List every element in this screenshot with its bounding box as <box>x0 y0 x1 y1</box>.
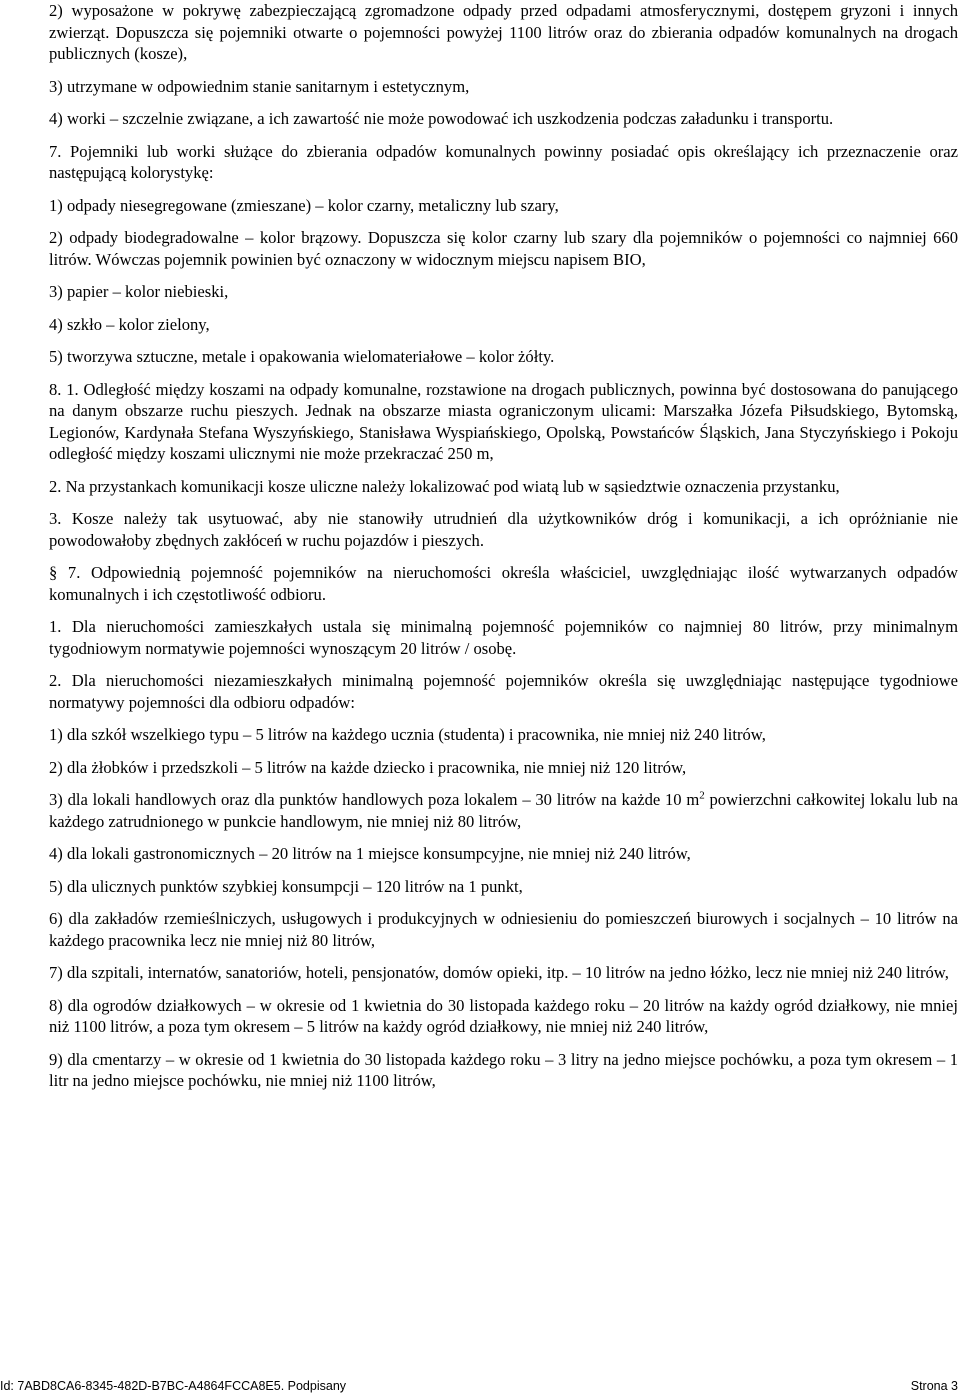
paragraph-section-7-colors: 7. Pojemniki lub worki służące do zbierania odpadów komunalnych powinny posiadać opis określający ich przeznaczenie oraz następującą kolorystykę: <box>49 141 958 182</box>
paragraph-norm-cemeteries: 9) dla cmentarzy – w okresie od 1 kwietnia do 30 listopada każdego roku – 3 litry na jedno miejsce pochówku, a poza tym okresem – 1 litr na jedno miejsce pochówku, nie mniej niż 1100 litrów, <box>49 1049 958 1090</box>
paragraph-item-3-container: 3) utrzymane w odpowiednim stanie sanitarnym i estetycznym, <box>49 76 470 96</box>
paragraph-color-mixed: 1) odpady niesegregowane (zmieszane) – kolor czarny, metaliczny lub szary, <box>49 195 559 215</box>
page-number: Strona 3 <box>910 1379 958 1393</box>
norm-shops-text-after: powierzchni całkowitej lokalu lub na każdego zatrudnionego w punkcie handlowym, nie mniej niż 80 litrów, <box>49 790 958 831</box>
paragraph-norm-schools: 1) dla szkół wszelkiego typu – 5 litrów na każdego ucznia (studenta) i pracownika, nie mniej niż 240 litrów, <box>49 725 766 744</box>
paragraph-section-8-2: 2. Na przystankach komunikacji kosze uliczne należy lokalizować pod wiatą lub w sąsiedztwie oznaczenia przystanku, <box>49 476 840 496</box>
paragraph-capacity-nonresidential: 2. Dla nieruchomości niezamieszkałych minimalną pojemność pojemników określa się uwzględniając następujące tygodniowe normatywy pojemności dla odbioru odpadów: <box>49 671 958 712</box>
paragraph-norm-workshops: 6) dla zakładów rzemieślniczych, usługowych i produkcyjnych w odniesieniu do pomieszczeń biurowych i socjalnych – 10 litrów na każdego pracownika lecz nie mniej niż 80 litrów, <box>49 909 958 950</box>
norm-shops-text-before: 3) dla lokali handlowych oraz dla punktów handlowych poza lokalem – 30 litrów na każde 10 m <box>49 790 700 809</box>
paragraph-color-glass: 4) szkło – kolor zielony, <box>49 314 210 334</box>
paragraph-color-plastic: 5) tworzywa sztuczne, metale i opakowania wielomateriałowe – kolor żółty. <box>49 347 555 366</box>
paragraph-norm-allotments: 8) dla ogrodów działkowych – w okresie od 1 kwietnia do 30 listopada każdego roku – 20 litrów na każdy ogród działkowy, nie mniej niż 1100 litrów, a poza tym okresem – 5 litrów na każdy ogród działkowy, nie mniej niż 240 litrów, <box>49 995 958 1036</box>
paragraph-section-7-capacity: § 7. Odpowiednią pojemność pojemników na nieruchomości określa właściciel, uwzględniając ilość wytwarzanych odpadów komunalnych i ich częstotliwość odbioru. <box>49 563 958 604</box>
norm-shops-superscript: 2 <box>699 789 705 802</box>
paragraph-capacity-residential: 1. Dla nieruchomości zamieszkałych ustala się minimalną pojemność pojemników co najmniej 80 litrów, przy minimalnym tygodniowym normatywie pojemności wynoszącym 20 litrów / osobę. <box>49 617 958 658</box>
paragraph-norm-gastronomy: 4) dla lokali gastronomicznych – 20 litrów na 1 miejsce konsumpcyjne, nie mniej niż 240 litrów, <box>49 844 691 863</box>
paragraph-norm-shops <box>49 789 958 832</box>
paragraph-section-8-3: 3. Kosze należy tak usytuować, aby nie stanowiły utrudnień dla użytkowników dróg i komunikacji, a ich opróżnianie nie powodowałoby zbędnych zakłóceń w ruchu pojazdów i pieszych. <box>49 509 958 550</box>
paragraph-norm-fastfood: 5) dla ulicznych punktów szybkiej konsumpcji – 120 litrów na 1 punkt, <box>49 876 523 896</box>
paragraph-item-4-bags: 4) worki – szczelnie związane, a ich zawartość nie może powodować ich uszkodzenia podczas załadunku i transportu. <box>49 109 834 128</box>
paragraph-item-2-container: 2) wyposażone w pokrywę zabezpieczającą zgromadzone odpady przed odpadami atmosferycznymi, dostępem gryzoni i innych zwierząt. Dopuszcza się pojemniki otwarte o pojemności powyżej 1100 litrów oraz do zbierania odpadów komunalnych na drogach publicznych (kosze), <box>49 1 958 63</box>
paragraph-norm-nurseries: 2) dla żłobków i przedszkoli – 5 litrów na każde dziecko i pracownika, nie mniej niż 120 litrów, <box>49 757 687 777</box>
document-id-signature: Id: 7ABD8CA6-8345-482D-B7BC-A4864FCCA8E5. Podpisany <box>0 1379 347 1393</box>
paragraph-norm-hospitals: 7) dla szpitali, internatów, sanatoriów, hoteli, pensjonatów, domów opieki, itp. – 10 litrów na jedno łóżko, lecz nie mniej niż 240 litrów, <box>49 963 949 982</box>
paragraph-color-bio: 2) odpady biodegradowalne – kolor brązowy. Dopuszcza się kolor czarny lub szary dla pojemników o pojemności co najmniej 660 litrów. Wówczas pojemnik powinien być oznaczony w widocznym miejscu napisem BIO, <box>49 228 958 269</box>
document-body <box>49 0 958 1092</box>
paragraph-section-8-1: 8. 1. Odległość między koszami na odpady komunalne, rozstawione na drogach publicznych, powinna być dostosowana do panującego na danym obszarze ruchu pieszych. Jednak na obszarze miasta ograniczonym ulicami: Marszałka Józefa Piłsudskiego, Bytomską, Legionów, Kardynała Stefana Wyszyńskiego, Stanisława Wyspiańskiego, Opolską, Powstańców Śląskich, Jana Styczyńskiego i Pokoju odległość między koszami ulicznymi nie może przekraczać 250 m, <box>49 379 958 463</box>
paragraph-color-paper: 3) papier – kolor niebieski, <box>49 282 229 301</box>
